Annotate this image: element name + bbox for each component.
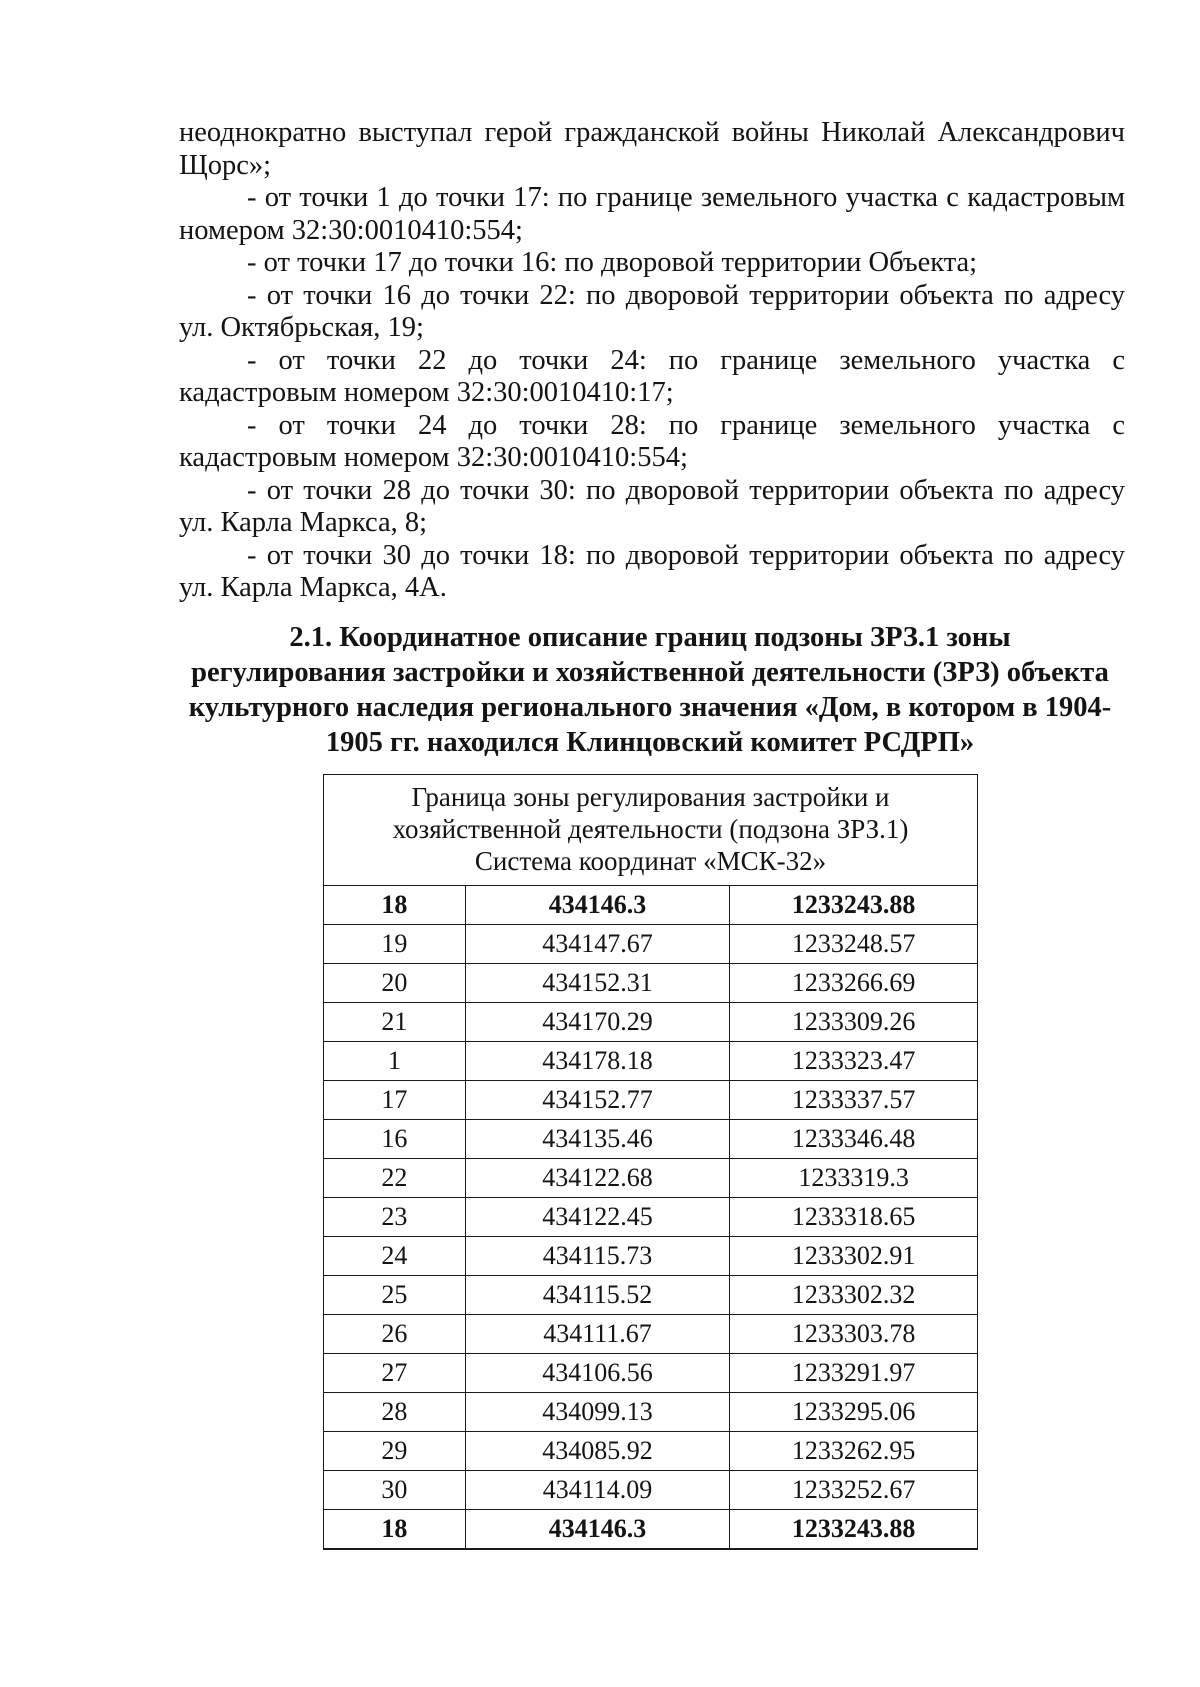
x-coordinate-cell: 434147.67 <box>465 925 730 964</box>
caption-line: Система координат «МСК-32» <box>474 846 827 876</box>
x-coordinate-cell: 434114.09 <box>465 1471 730 1510</box>
caption-line: хозяйственной деятельности (подзона ЗРЗ.1) <box>392 814 909 844</box>
point-number-cell: 17 <box>324 1081 466 1120</box>
table-row <box>324 1276 978 1315</box>
table-row <box>324 1393 978 1432</box>
point-number-cell: 23 <box>324 1198 466 1237</box>
heading-line: 1905 гг. находился Клинцовский комитет РСДРП» <box>325 727 975 758</box>
heading-line: культурного наследия регионального значения «Дом, в котором в 1904- <box>188 692 1112 723</box>
y-coordinate-cell: 1233337.57 <box>730 1081 978 1120</box>
table-row <box>324 1471 978 1510</box>
y-coordinate-cell: 1233309.26 <box>730 1003 978 1042</box>
table-row <box>324 1003 978 1042</box>
paragraph: - от точки 24 до точки 28: по границе земельного участка с кадастровым номером 32:30:0010410:554; <box>179 409 1125 473</box>
paragraph: - от точки 17 до точки 16: по дворовой территории Объекта; <box>247 247 978 278</box>
x-coordinate-cell: 434099.13 <box>465 1393 730 1432</box>
x-coordinate-cell: 434122.45 <box>465 1198 730 1237</box>
table-row <box>324 1198 978 1237</box>
caption-line: Граница зоны регулирования застройки и <box>411 782 890 812</box>
point-number-cell: 28 <box>324 1393 466 1432</box>
y-coordinate-cell: 1233295.06 <box>730 1393 978 1432</box>
y-coordinate-cell: 1233243.88 <box>730 1510 978 1550</box>
point-number-cell: 20 <box>324 964 466 1003</box>
point-number-cell: 21 <box>324 1003 466 1042</box>
table-row <box>324 925 978 964</box>
table-row <box>324 1237 978 1276</box>
paragraph: - от точки 28 до точки 30: по дворовой территории объекта по адресу ул. Карла Маркса, 8; <box>179 474 1125 538</box>
y-coordinate-cell: 1233346.48 <box>730 1120 978 1159</box>
x-coordinate-cell: 434135.46 <box>465 1120 730 1159</box>
x-coordinate-cell: 434106.56 <box>465 1354 730 1393</box>
y-coordinate-cell: 1233302.32 <box>730 1276 978 1315</box>
paragraph: - от точки 1 до точки 17: по границе земельного участка с кадастровым номером 32:30:0010410:554; <box>179 182 1125 246</box>
y-coordinate-cell: 1233303.78 <box>730 1315 978 1354</box>
table-row <box>324 1432 978 1471</box>
point-number-cell: 22 <box>324 1159 466 1198</box>
y-coordinate-cell: 1233262.95 <box>730 1432 978 1471</box>
y-coordinate-cell: 1233323.47 <box>730 1042 978 1081</box>
table-caption-row <box>324 775 978 886</box>
y-coordinate-cell: 1233318.65 <box>730 1198 978 1237</box>
table-row <box>324 1354 978 1393</box>
point-number-cell: 27 <box>324 1354 466 1393</box>
y-coordinate-cell: 1233252.67 <box>730 1471 978 1510</box>
paragraph: - от точки 22 до точки 24: по границе земельного участка с кадастровым номером 32:30:0010410:17; <box>179 344 1125 408</box>
y-coordinate-cell: 1233319.3 <box>730 1159 978 1198</box>
point-number-cell: 25 <box>324 1276 466 1315</box>
y-coordinate-cell: 1233302.91 <box>730 1237 978 1276</box>
heading-line: регулирования застройки и хозяйственной деятельности (ЗРЗ) объекта <box>191 657 1109 688</box>
y-coordinate-cell: 1233266.69 <box>730 964 978 1003</box>
coordinates-table <box>323 774 978 1550</box>
point-number-cell: 16 <box>324 1120 466 1159</box>
y-coordinate-cell: 1233291.97 <box>730 1354 978 1393</box>
x-coordinate-cell: 434146.3 <box>465 886 730 925</box>
table-row <box>324 1042 978 1081</box>
y-coordinate-cell: 1233243.88 <box>730 886 978 925</box>
point-number-cell: 19 <box>324 925 466 964</box>
table-row <box>324 1510 978 1550</box>
body-text <box>179 117 1125 605</box>
point-number-cell: 29 <box>324 1432 466 1471</box>
x-coordinate-cell: 434152.31 <box>465 964 730 1003</box>
x-coordinate-cell: 434170.29 <box>465 1003 730 1042</box>
x-coordinate-cell: 434111.67 <box>465 1315 730 1354</box>
heading-line: 2.1. Координатное описание границ подзоны ЗРЗ.1 зоны <box>289 622 1011 653</box>
x-coordinate-cell: 434178.18 <box>465 1042 730 1081</box>
table-row <box>324 1159 978 1198</box>
point-number-cell: 24 <box>324 1237 466 1276</box>
table-row <box>324 1315 978 1354</box>
point-number-cell: 30 <box>324 1471 466 1510</box>
x-coordinate-cell: 434122.68 <box>465 1159 730 1198</box>
paragraph: - от точки 30 до точки 18: по дворовой территории объекта по адресу ул. Карла Маркса, 4А. <box>179 539 1125 603</box>
y-coordinate-cell: 1233248.57 <box>730 925 978 964</box>
point-number-cell: 26 <box>324 1315 466 1354</box>
table-row <box>324 1120 978 1159</box>
paragraph: неоднократно выступал герой гражданской войны Николай Александрович Щорс»; <box>179 117 1125 181</box>
point-number-cell: 1 <box>324 1042 466 1081</box>
table-row <box>324 886 978 925</box>
point-number-cell: 18 <box>324 1510 466 1550</box>
x-coordinate-cell: 434152.77 <box>465 1081 730 1120</box>
x-coordinate-cell: 434115.52 <box>465 1276 730 1315</box>
x-coordinate-cell: 434115.73 <box>465 1237 730 1276</box>
table-row <box>324 964 978 1003</box>
table-caption <box>324 775 978 886</box>
x-coordinate-cell: 434146.3 <box>465 1510 730 1550</box>
section-heading <box>175 620 1125 760</box>
point-number-cell: 18 <box>324 886 466 925</box>
x-coordinate-cell: 434085.92 <box>465 1432 730 1471</box>
table-row <box>324 1081 978 1120</box>
paragraph: - от точки 16 до точки 22: по дворовой территории объекта по адресу ул. Октябрьская, 19; <box>179 279 1125 343</box>
